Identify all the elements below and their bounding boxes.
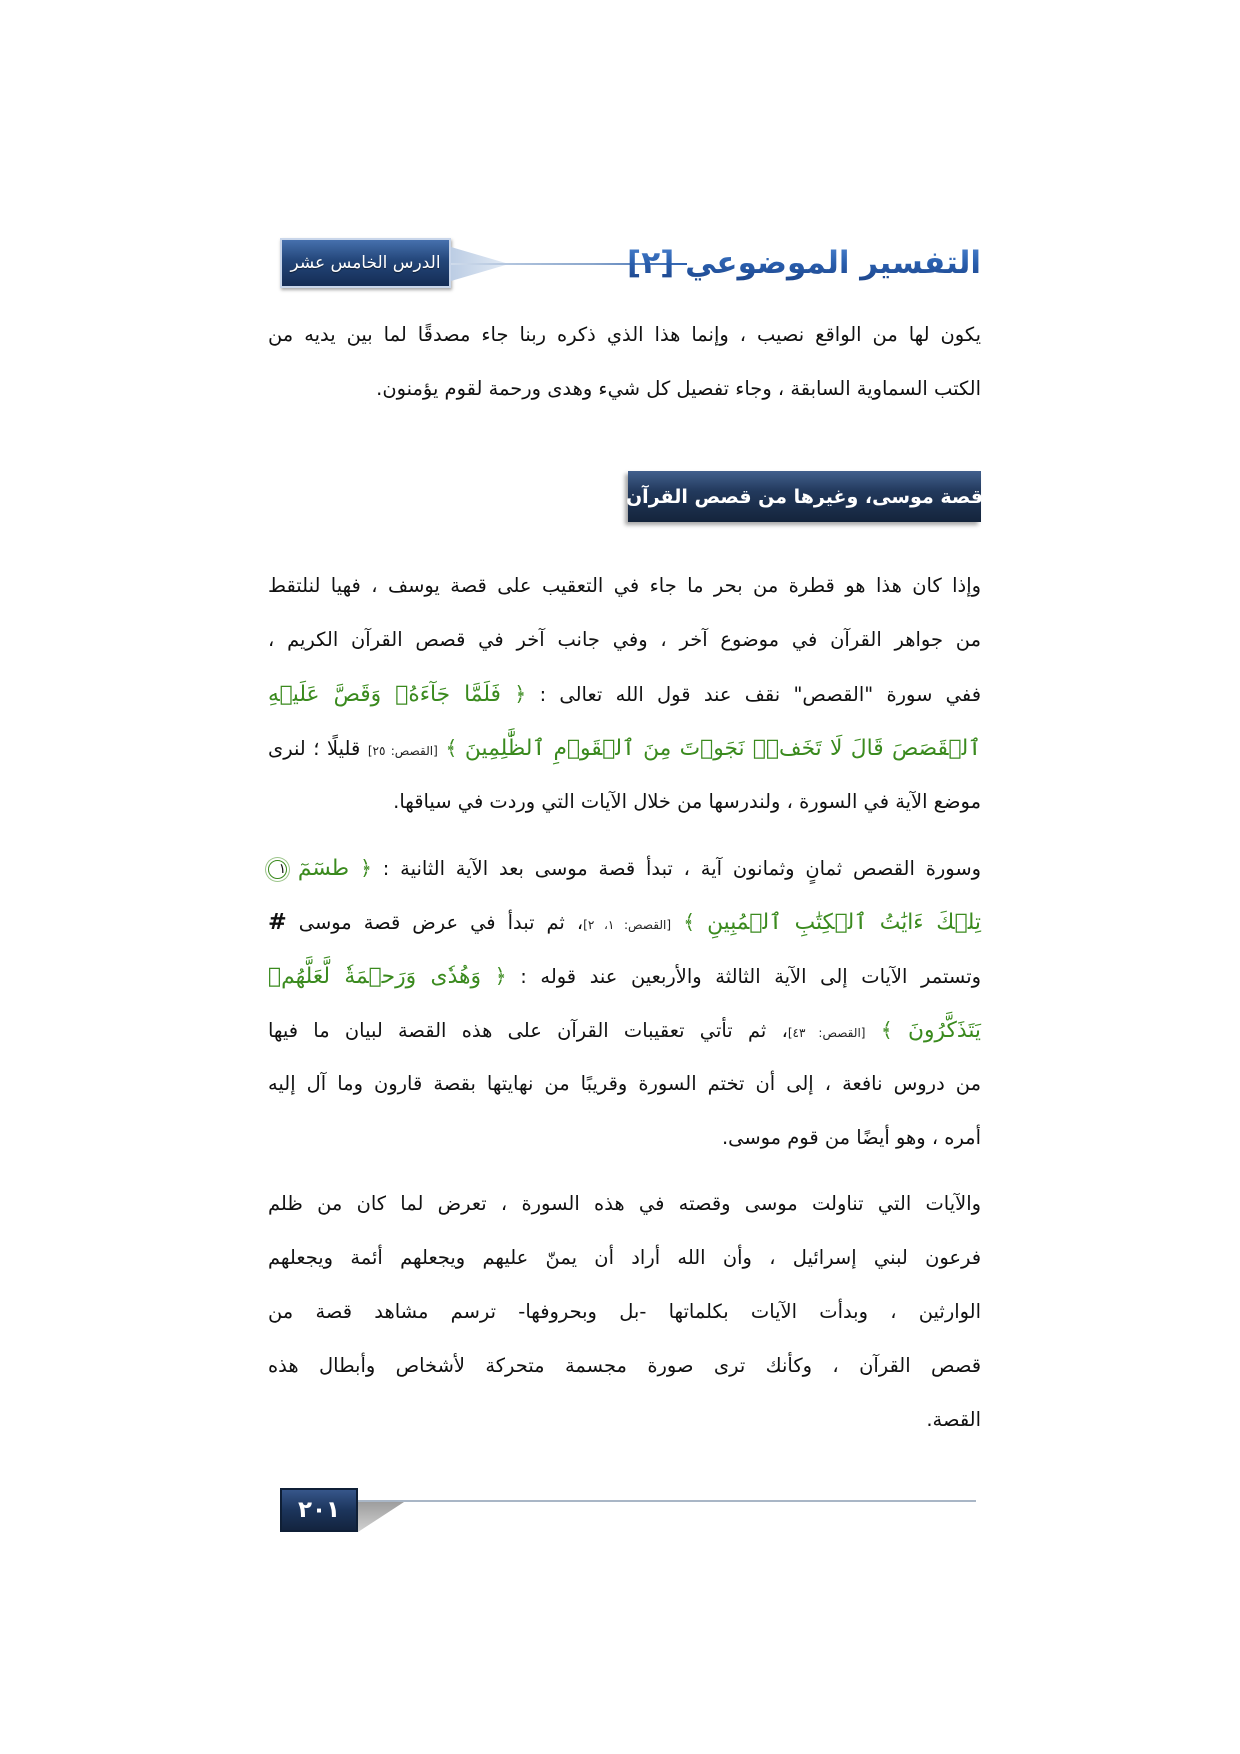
quran-verse: يَتَذَكَّرُونَ [908,1018,981,1043]
text-line: موضع الآية في السورة ، ولندرسها من خلال الآيات التي وردت في سياقها. [393,790,981,813]
ornate-bracket-open: ﴿ [359,856,372,880]
paragraph-3 [268,841,981,1165]
text-line [268,1003,981,1057]
text-line: أمره ، وهو أيضًا من قوم موسى. [721,1126,981,1149]
ornate-bracket-close: ﴾ [683,910,696,934]
body-text: ، ثم تأتي تعقيبات القرآن على هذه القصة لبيان ما فيها [268,1019,788,1042]
text-line: يكون لها من الواقع نصيب ، وإنما هذا الذي ذكره ربنا جاء مصدقًا لما بين يديه من [268,323,981,346]
ornate-bracket-open: ﴿ [494,964,507,988]
verse-citation: [القصص: ٤٣] [787,1026,866,1040]
text-line [268,949,981,1003]
footer-rule-wedge [358,1502,404,1532]
text-line: الكتب السماوية السابقة ، وجاء تفصيل كل شيء وهدى ورحمة لقوم يؤمنون. [376,377,981,400]
lesson-badge: الدرس الخامس عشر [280,238,451,288]
text-line [268,895,981,949]
text-line: من دروس نافعة ، إلى أن تختم السورة وقريبًا من نهايتها بقصة قارون وما آل إليه [268,1072,981,1095]
body-text: قليلًا ؛ لنرى [268,737,361,760]
text-line: وإذا كان هذا هو قطرة من بحر ما جاء في التعقيب على قصة يوسف ، فهيا لنلتقط [268,574,981,597]
body-text: ففي سورة "القصص" نقف عند قول الله تعالى : [539,683,982,706]
book-title: التفسير الموضوعي [٢] [627,236,981,290]
section-heading: قصة موسى، وغيرها من قصص القرآن [628,471,981,522]
text-line: من جواهر القرآن في موضوع آخر ، وفي جانب آخر في قصص القرآن الكريم ، [268,628,981,651]
quran-verse: فَلَمَّا جَآءَهُۥ وَقَصَّ عَلَيۡهِ [268,682,501,707]
paragraph-4 [268,1177,981,1447]
footer-rule-line [358,1500,976,1502]
text-line: الوارثين ، وبدأت الآيات بكلماتها -بل وبحروفها- ترسم مشاهد قصة من [268,1300,981,1323]
intro-paragraph [268,308,981,416]
quran-verse: وَهُدٗى وَرَحۡمَةٗ لَّعَلَّهُمۡ [268,964,482,989]
quran-verse: طسٓمٓ [297,856,350,881]
ayah-number-marker: ١ [268,860,287,879]
ornate-bracket-close: ﴾ [880,1018,893,1042]
quran-verse: ٱلۡقَصَصَ قَالَ لَا تَخَفۡۖ نَجَوۡتَ مِنَ ٱلۡقَوۡمِ ٱلظَّٰلِمِينَ [464,736,982,761]
hash-symbol: # [268,909,287,935]
text-line [268,841,981,895]
text-line: القصة. [926,1408,981,1431]
text-line: قصص القرآن ، وكأنك ترى صورة مجسمة متحركة لأشخاص وأبطال هذه [268,1354,981,1377]
text-line: والآيات التي تناولت موسى وقصته في هذه السورة ، تعرض لما كان من ظلم [268,1192,981,1215]
ornate-bracket-open: ﴿ [514,682,527,706]
ornate-bracket-close: ﴾ [445,736,458,760]
verse-citation: [القصص: ١، ٢] [583,918,672,932]
paragraph-2 [268,559,981,829]
text-line [268,721,981,775]
text-line [268,667,981,721]
body-text: ، ثم تبدأ في عرض قصة موسى [298,911,584,934]
page-number: ٢٠١ [280,1488,358,1532]
verse-citation: [القصص: ٢٥] [367,744,438,758]
body-text: وسورة القصص ثمانٍ وثمانون آية ، تبدأ قصة موسى بعد الآية الثانية : [382,857,981,880]
body-text: وتستمر الآيات إلى الآية الثالثة والأربعين عند قوله : [520,965,981,988]
quran-verse: تِلۡكَ ءَايَٰتُ ٱلۡكِتَٰبِ ٱلۡمُبِينِ [707,910,981,935]
text-line: فرعون لبني إسرائيل ، وأن الله أراد أن يمنّ عليهم ويجعلهم أئمة ويجعلهم [268,1246,981,1269]
